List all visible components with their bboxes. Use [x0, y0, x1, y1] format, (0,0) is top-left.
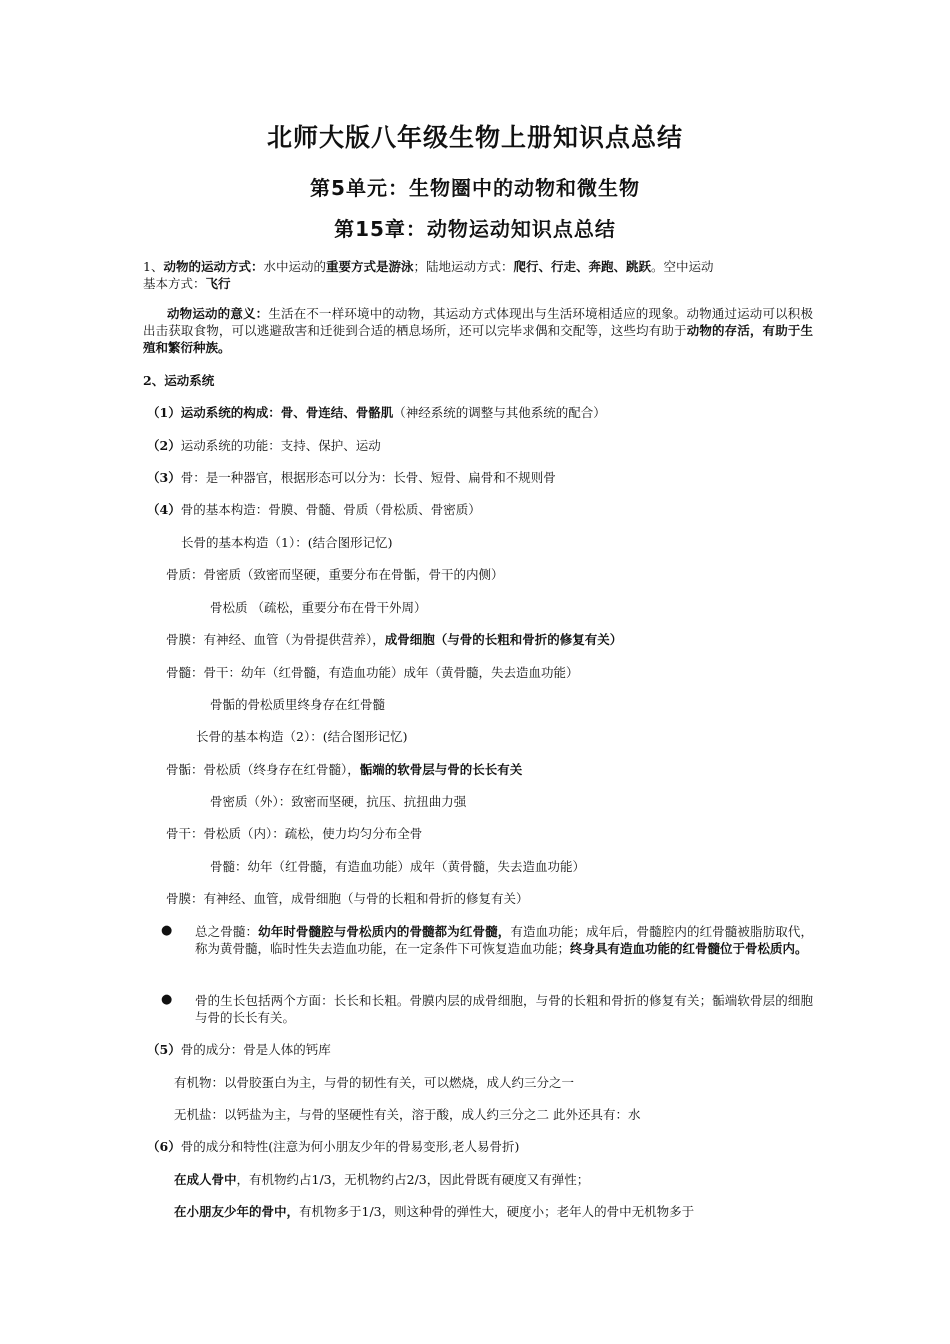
unit-heading: 第5单元：生物圈中的动物和微生物 [310, 176, 640, 200]
item-1 [147, 404, 606, 421]
text-run: （神经系统的调整与其他系统的配合） [393, 405, 606, 420]
bold-term: 成骨细胞（与骨的长粗和骨折的修复有关） [384, 632, 623, 647]
bold-term: 爬行、行走、奔跑、跳跃 [513, 259, 652, 274]
item-2 [147, 437, 381, 454]
bold-term: 终身具有造血功能的红骨髓位于骨松质内。 [570, 941, 808, 956]
organic-matter-line: 有机物：以骨胶蛋白为主，与骨的韧性有关，可以燃烧，成人约三分之一 [174, 1075, 575, 1090]
epiphysis-line [166, 761, 522, 778]
adult-bone-line [174, 1171, 589, 1188]
inorganic-salt-line: 无机盐：以钙盐为主，与骨的坚硬性有关，溶于酸，成人约三分之二 此外还具有：水 [174, 1107, 641, 1122]
bold-term: （1）运动系统的构成：骨、骨连结、骨骼肌 [147, 405, 394, 420]
bullet-dot: ● [161, 992, 173, 1007]
section-2-heading [143, 372, 214, 389]
item-6 [147, 1138, 519, 1155]
bold-term: 幼年时骨髓腔与骨松质内的骨髓都为红骨髓， [258, 924, 511, 939]
item-number: （6） [147, 1139, 181, 1154]
bold-term: 动物的存活，有助于生殖和繁衍种族。 [143, 323, 813, 355]
marrow-line-2: 骨髓：幼年（红骨髓，有造血功能）成年（黄骨髓，失去造血功能） [210, 859, 586, 874]
child-bone-line [174, 1203, 694, 1220]
bold-term: 动物运动的意义： [167, 306, 269, 321]
bold-term: 在小朋友少年的骨中， [174, 1204, 300, 1219]
item-number: （5） [147, 1042, 181, 1057]
diaphysis-line: 骨干：骨松质（内）：疏松，使力均匀分布全骨 [166, 826, 423, 841]
long-bone-structure-1: 长骨的基本构造（1）：(结合图形记忆) [181, 535, 393, 550]
bold-term: 2、运动系统 [143, 373, 215, 388]
item-number: （4） [147, 502, 181, 517]
long-bone-structure-2: 长骨的基本构造（2）：(结合图形记忆) [196, 729, 408, 744]
bold-term: 飞行 [205, 276, 231, 291]
item-number: （2） [147, 438, 181, 453]
movement-modes-line1 [143, 258, 714, 275]
text-run: 总之骨髓： [195, 924, 259, 939]
section-number: 1、 [143, 259, 164, 274]
marrow-line: 骨髓：骨干：幼年（红骨髓，有造血功能）成年（黄骨髓，失去造血功能） [166, 665, 579, 680]
movement-modes-line2 [143, 275, 231, 292]
chapter-heading: 第15章：动物运动知识点总结 [334, 217, 616, 241]
item-4 [147, 501, 481, 518]
text-run: 骨的基本构造：骨膜、骨髓、骨质（骨松质、骨密质） [180, 502, 481, 517]
movement-meaning-paragraph [143, 305, 813, 356]
bold-term: 动物的运动方式： [163, 259, 264, 274]
item-3 [147, 469, 556, 486]
periosteum-line [166, 631, 622, 648]
text-run: 骨骺：骨松质（终身存在红骨髓）， [166, 762, 360, 777]
bone-growth-bullet: 骨的生长包括两个方面：长长和长粗。骨膜内层的成骨细胞，与骨的长粗和骨折的修复有关；骺端软骨层的细胞与骨的长长有关。 [195, 993, 813, 1025]
item-5 [147, 1041, 331, 1058]
text-run: 运动系统的功能：支持、保护、运动 [180, 438, 381, 453]
marrow-summary-bullet [195, 923, 813, 957]
text-run: 水中运动的 [263, 259, 326, 274]
text-run: 骨膜：有神经、血管（为骨提供营养）， [166, 632, 385, 647]
text-run: 有造血功能；成年后，骨髓腔内的红骨髓被脂肪取代，称为黄骨髓，临时性失去造血功能，在一定条件下可恢复造血功能； [195, 924, 813, 956]
text-run: 有机物多于1/3，则这种骨的弹性大，硬度小；老年人的骨中无机物多于 [299, 1204, 695, 1219]
periosteum-line-2: 骨膜：有神经、血管，成骨细胞（与骨的长粗和骨折的修复有关） [166, 891, 529, 906]
text-run: 基本方式： [143, 276, 206, 291]
item-number: （3） [147, 470, 181, 485]
compact-bone-line: 骨密质（外）：致密而坚硬，抗压、抗扭曲力强 [210, 794, 467, 809]
text-run: 生活在不一样环境中的动物，其运动方式体现出与生活环境相适应的现象。动物通过运动可以积极出击获取食物，可以逃避敌害和迁徙到合适的栖息场所，还可以完毕求偶和交配等，这些均有助于 [143, 306, 813, 338]
text-run: 骨的成分和特性(注意为何小朋友少年的骨易变形,老人易骨折) [180, 1139, 520, 1154]
bold-term: 在成人骨中 [174, 1172, 237, 1187]
text-run: 骨：是一种器官，根据形态可以分为：长骨、短骨、扁骨和不规则骨 [180, 470, 556, 485]
text-run: 。空中运动 [651, 259, 714, 274]
page-title: 北师大版八年级生物上册知识点总结 [266, 123, 683, 152]
bold-term: 重要方式是游泳 [325, 259, 414, 274]
text-run: ；陆地运动方式： [413, 259, 514, 274]
bold-term: 骺端的软骨层与骨的长长有关 [359, 762, 523, 777]
bone-substance-line: 骨质：骨密质（致密而坚硬，重要分布在骨骺，骨干的内侧） [166, 567, 504, 582]
text-run: 骨的成分：骨是人体的钙库 [180, 1042, 331, 1057]
text-run: ，有机物约占1/3，无机物约占2/3，因此骨既有硬度又有弹性； [236, 1172, 590, 1187]
spongy-bone-line: 骨松质 （疏松，重要分布在骨干外周） [210, 600, 427, 615]
bullet-dot: ● [161, 923, 173, 938]
epiphysis-marrow-line: 骨骺的骨松质里终身存在红骨髓 [210, 697, 386, 712]
